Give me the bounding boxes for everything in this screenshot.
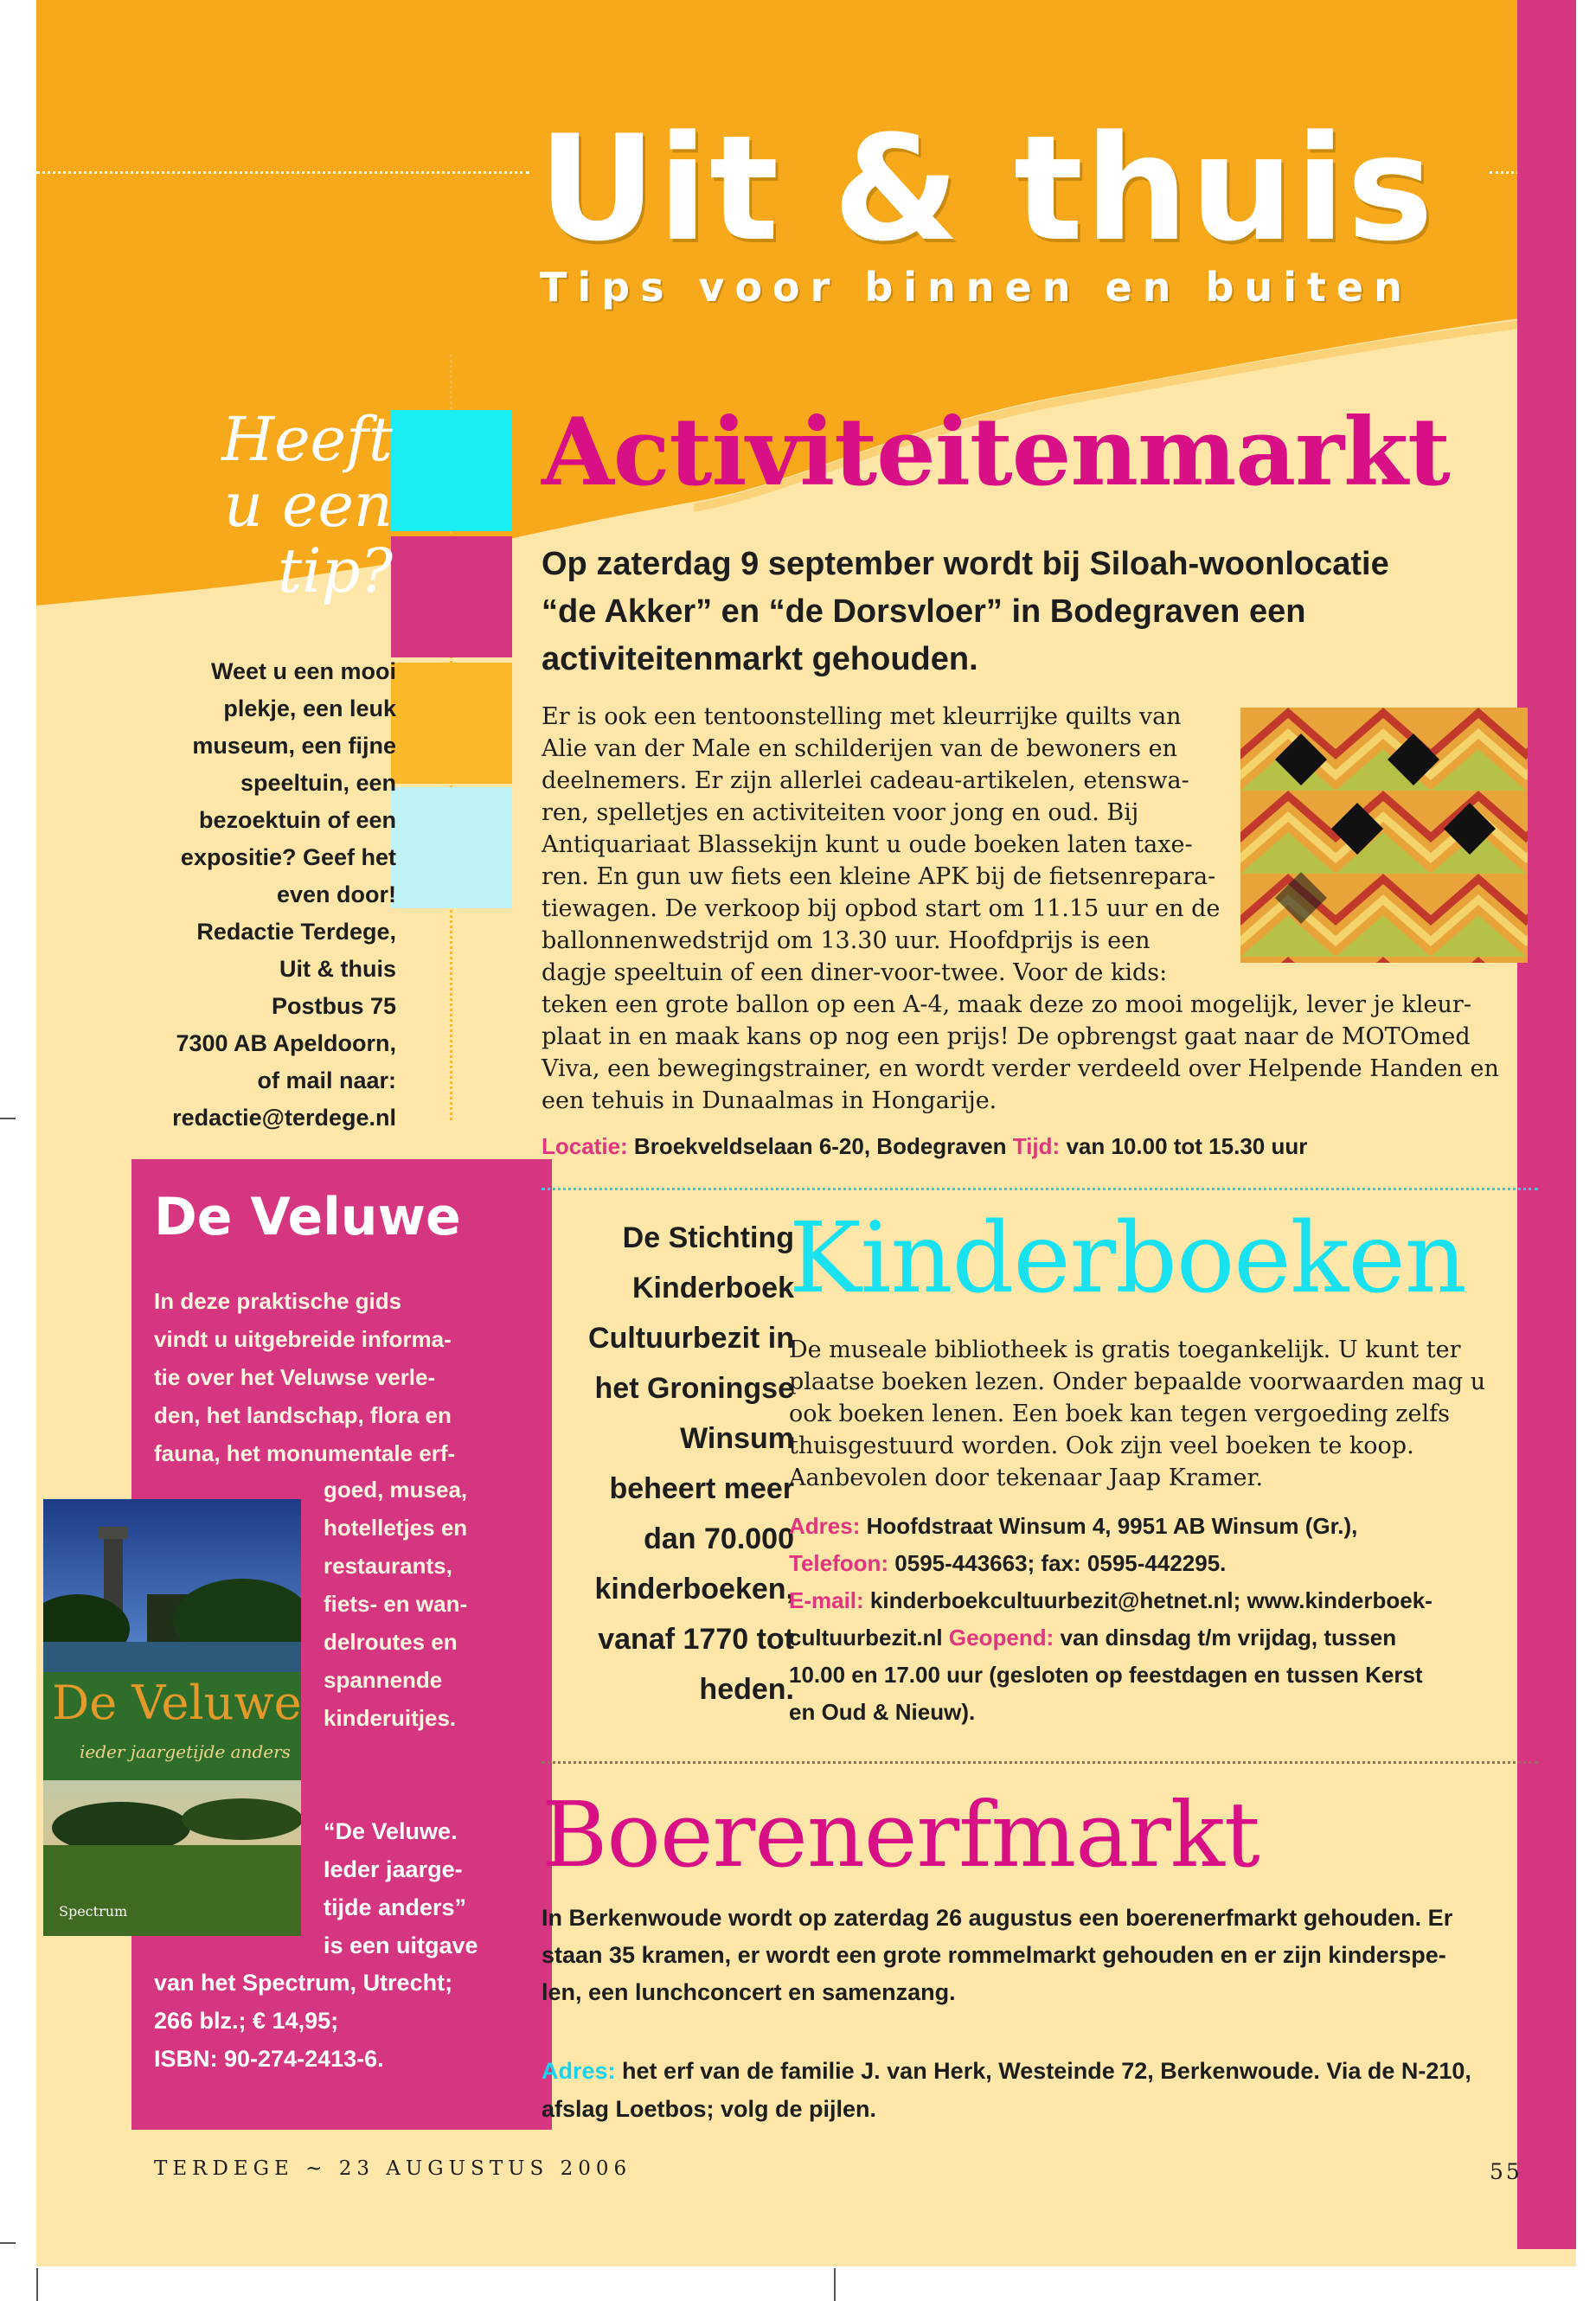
- tip-line: even door!: [276, 881, 396, 907]
- sidebar-line: Cultuurbezit in: [588, 1322, 794, 1355]
- address-line: [542, 2052, 1545, 2090]
- veluwe-intro: [154, 1282, 526, 1472]
- body-line: ook boeken lenen. Een boek kan tegen vergoeding zelfs: [789, 1400, 1450, 1427]
- book-cover-title: De Veluwe: [52, 1676, 302, 1730]
- tip-line: plekje, een leuk: [223, 695, 396, 721]
- sidebar-line: Kinderboek: [631, 1272, 794, 1304]
- kinderboeken-title: Kinderboeken: [789, 1202, 1466, 1315]
- body-line: ren. En gun uw fiets een kleine APK bij de fietsenrepara-: [542, 863, 1216, 890]
- address-value: het erf van de familie J. van Herk, Westeinde 72, Berkenwoude. Via de N-210,: [622, 2058, 1471, 2084]
- body-line: teken een grote ballon op een A-4, maak deze zo mooi mogelijk, lever je kleur-: [542, 991, 1471, 1018]
- swatch-magenta: [391, 536, 512, 657]
- tip-heading-line: u een: [223, 470, 393, 541]
- kinderboeken-sidebar: [542, 1213, 794, 1715]
- tip-line: museum, een fijne: [192, 733, 396, 759]
- activiteiten-lead-line: Op zaterdag 9 september wordt bij Siloah-woonlocatie: [542, 546, 1389, 582]
- crop-mark: [834, 2268, 836, 2301]
- section-subtitle: Tips voor binnen en buiten: [540, 264, 1413, 311]
- email-line: [789, 1582, 1533, 1619]
- open-value: van dinsdag t/m vrijdag, tussen: [1060, 1625, 1397, 1650]
- veluwe-line: fiets- en wan-: [324, 1591, 468, 1617]
- veluwe-line: tie over het Veluwse verle-: [154, 1364, 436, 1390]
- boerenerf-body: [542, 1900, 1545, 2011]
- body-line: ballonnenwedstrijd om 13.30 uur. Hoofdprijs is een: [542, 927, 1151, 954]
- crop-mark: [0, 1118, 16, 1119]
- body-line: dagje speeltuin of een diner-voor-twee. Voor de kids:: [542, 959, 1168, 986]
- magazine-page: [36, 0, 1576, 2266]
- veluwe-quote-line: “De Veluwe.: [324, 1818, 458, 1844]
- boerenerf-title: Boerenerfmarkt: [542, 1782, 1259, 1888]
- tip-line: expositie? Geef het: [180, 844, 396, 870]
- sidebar-line: vanaf 1770 tot: [598, 1623, 794, 1656]
- book-cover-brand: Spectrum: [59, 1903, 128, 1920]
- activiteiten-body-continued: [542, 989, 1545, 1117]
- book-cover-subtitle: ieder jaargetijde anders: [80, 1741, 291, 1762]
- veluwe-line: delroutes en: [324, 1629, 458, 1655]
- body-line: Alie van der Male en schilderijen van de bewoners en: [542, 735, 1177, 762]
- veluwe-line: goed, musea,: [324, 1477, 468, 1503]
- crop-mark: [36, 2268, 38, 2301]
- veluwe-quote: [324, 1812, 531, 1965]
- email-label: E-mail:: [789, 1587, 864, 1613]
- tip-body: [88, 653, 396, 1137]
- activiteiten-title: Activiteitenmarkt: [542, 398, 1450, 507]
- veluwe-intro-continued: [324, 1471, 531, 1737]
- sidebar-line: kinderboeken,: [594, 1573, 794, 1606]
- veluwe-line: den, het landschap, flora en: [154, 1402, 452, 1428]
- address-value: Hoofdstraat Winsum 4, 9951 AB Winsum (Gr.),: [866, 1513, 1358, 1539]
- sidebar-line: dan 70.000: [644, 1522, 794, 1555]
- activiteiten-body: [542, 701, 1234, 989]
- web-value[interactable]: cultuurbezit.nl: [789, 1625, 943, 1650]
- body-line: thuisgestuurd worden. Ook zijn veel boeken te koop.: [789, 1433, 1414, 1459]
- address-label: Adres:: [542, 2058, 616, 2084]
- body-line: deelnemers. Er zijn allerlei cadeau-artikelen, etenswa-: [542, 767, 1189, 794]
- address-line: [789, 1508, 1533, 1545]
- open-label: Geopend:: [948, 1625, 1054, 1650]
- body-line: een tehuis in Dunaalmas in Hongarije.: [542, 1087, 997, 1114]
- body-line: Er is ook een tentoonstelling met kleurrijke quilts van: [542, 703, 1182, 730]
- open-line: en Oud & Nieuw).: [789, 1699, 976, 1725]
- section-title: Uit & thuis: [538, 104, 1435, 273]
- tip-line: Weet u een mooi: [210, 658, 396, 684]
- tip-line: speeltuin, een: [240, 770, 396, 796]
- body-line: In Berkenwoude wordt op zaterdag 26 augustus een boerenerfmarkt gehouden. Er: [542, 1905, 1453, 1931]
- tip-line: of mail naar:: [257, 1067, 396, 1093]
- tip-line: Postbus 75: [271, 993, 396, 1019]
- veluwe-line: spannende: [324, 1667, 443, 1693]
- veluwe-line: fauna, het monumentale erf-: [154, 1440, 456, 1466]
- body-line: plaatse boeken lezen. Onder bepaalde voorwaarden mag u: [789, 1368, 1486, 1395]
- sidebar-line: het Groningse: [594, 1372, 794, 1405]
- swatch-cyan: [391, 410, 512, 531]
- tip-line: 7300 AB Apeldoorn,: [176, 1030, 396, 1056]
- location-label: Locatie:: [542, 1133, 628, 1159]
- open-line: 10.00 en 17.00 uur (gesloten op feestdagen en tussen Kerst: [789, 1662, 1423, 1688]
- time-label: Tijd:: [1012, 1133, 1061, 1159]
- tip-line: Uit & thuis: [279, 956, 396, 982]
- kinderboeken-contact: [789, 1508, 1533, 1731]
- swatch-lightcyan: [391, 787, 512, 908]
- body-line: De museale bibliotheek is gratis toegankelijk. U kunt ter: [789, 1336, 1461, 1363]
- tip-heading-line: Heeft: [221, 404, 393, 475]
- tip-email[interactable]: redactie@terdege.nl: [172, 1105, 396, 1131]
- phone-line: [789, 1545, 1533, 1582]
- veluwe-publisher-line: ISBN: 90-274-2413-6.: [154, 2046, 384, 2072]
- section-separator: [542, 1188, 1538, 1190]
- body-line: Antiquariaat Blassekijn kunt u oude boeken laten taxe-: [542, 831, 1193, 858]
- phone-label: Telefoon:: [789, 1550, 889, 1576]
- activiteiten-lead-line: activiteitenmarkt gehouden.: [542, 641, 978, 677]
- activiteiten-location: [542, 1133, 1307, 1160]
- body-line: ren, spelletjes en activiteiten voor jong en oud. Bij: [542, 799, 1139, 826]
- swatch-orange: [391, 663, 512, 784]
- sidebar-line: beheert meer: [609, 1472, 794, 1505]
- activiteiten-lead-line: “de Akker” en “de Dorsvloer” in Bodegraven een: [542, 593, 1306, 630]
- veluwe-line: In deze praktische gids: [154, 1288, 402, 1314]
- address-label: Adres:: [789, 1513, 861, 1539]
- veluwe-publisher: [154, 1964, 535, 2078]
- phone-value: 0595-443663; fax: 0595-442295.: [894, 1550, 1227, 1576]
- time-value: van 10.00 tot 15.30 uur: [1066, 1133, 1308, 1159]
- veluwe-publisher-line: van het Spectrum, Utrecht;: [154, 1970, 453, 1996]
- tip-line: bezoektuin of een: [198, 807, 396, 833]
- body-line: plaat in en maak kans op nog een prijs! De opbrengst gaat naar de MOTOmed: [542, 1023, 1471, 1050]
- body-line: len, een lunchconcert en samenzang.: [542, 1979, 956, 2005]
- sidebar-line: heden.: [699, 1673, 794, 1706]
- veluwe-line: hotelletjes en: [324, 1515, 468, 1541]
- body-line: Aanbevolen door tekenaar Jaap Kramer.: [789, 1465, 1264, 1491]
- veluwe-quote-line: tijde anders”: [324, 1894, 467, 1920]
- tip-heading-line: tip?: [278, 535, 393, 606]
- page-number: 55: [1490, 2159, 1522, 2184]
- veluwe-line: restaurants,: [324, 1553, 452, 1579]
- body-line: tiewagen. De verkoop bij opbod start om 11.15 uur en de: [542, 895, 1221, 922]
- sidebar-line: De Stichting: [622, 1221, 794, 1254]
- crop-mark: [0, 2242, 16, 2244]
- header-dotted-rule-left: [36, 171, 529, 174]
- quilt-image: [1240, 708, 1528, 963]
- location-value: Broekveldselaan 6-20, Bodegraven: [633, 1133, 1007, 1159]
- footer-issue: TERDEGE ~ 23 AUGUSTUS 2006: [154, 2157, 632, 2180]
- veluwe-quote-line: Ieder jaarge-: [324, 1856, 463, 1882]
- tip-line: Redactie Terdege,: [196, 919, 396, 945]
- veluwe-quote-line: is een uitgave: [324, 1932, 478, 1958]
- veluwe-line: vindt u uitgebreide informa-: [154, 1326, 452, 1352]
- web-line: [789, 1619, 1533, 1657]
- veluwe-line: kinderuitjes.: [324, 1705, 457, 1731]
- kinderboeken-body: [789, 1334, 1533, 1494]
- section-separator: [542, 1761, 1538, 1764]
- veluwe-title: De Veluwe: [154, 1187, 461, 1247]
- activiteiten-lead: [542, 541, 1519, 683]
- email-value[interactable]: kinderboekcultuurbezit@hetnet.nl; www.kinderboek-: [869, 1587, 1433, 1613]
- body-line: Viva, een bewegingstrainer, en wordt verder verdeeld over Helpende Handen en: [542, 1055, 1499, 1082]
- sidebar-line: Winsum: [680, 1422, 794, 1455]
- body-line: staan 35 kramen, er wordt een grote rommelmarkt gehouden en er zijn kinderspe-: [542, 1942, 1446, 1968]
- veluwe-publisher-line: 266 blz.; € 14,95;: [154, 2008, 339, 2034]
- boerenerf-address: [542, 2052, 1545, 2128]
- address-line: afslag Loetbos; volg de pijlen.: [542, 2096, 877, 2122]
- tip-heading: [166, 404, 393, 606]
